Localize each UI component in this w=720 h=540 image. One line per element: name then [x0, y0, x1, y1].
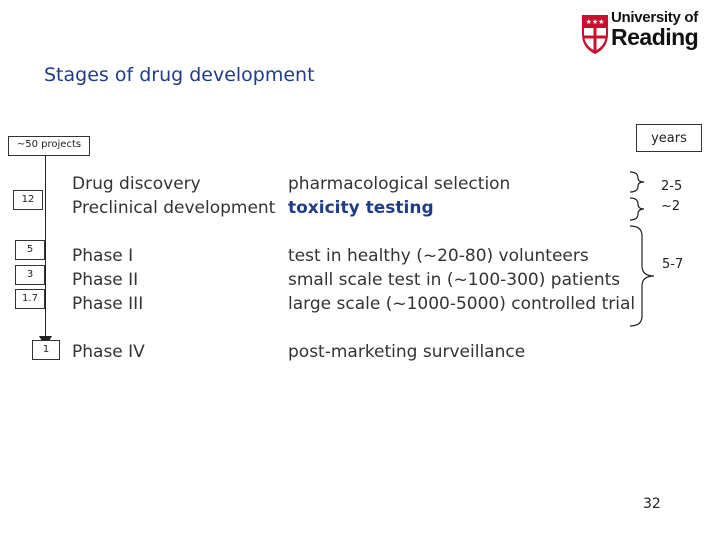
description-group-post-marketing: [288, 340, 525, 364]
stage-description-highlight: toxicity testing: [288, 198, 434, 218]
duration-clinical: 5-7: [662, 257, 684, 272]
description-group-clinical: [288, 244, 635, 316]
logo-line2: Reading: [611, 24, 699, 50]
stage-name: Drug discovery: [72, 174, 201, 194]
attrition-axis-line: [45, 156, 46, 341]
stage-description: large scale (~1000-5000) controlled trial: [288, 294, 636, 314]
page-number: 32: [643, 496, 661, 512]
logo-line1: University of: [611, 9, 698, 26]
count-badge-phase3: 1.7: [15, 289, 45, 309]
projects-label: ~50 projects: [8, 136, 90, 156]
count-badge-phase4: 1: [32, 340, 60, 360]
stage-description: small scale test in (~100-300) patients: [288, 270, 621, 290]
stage-name: Phase III: [72, 294, 144, 314]
stage-group-clinical: [72, 244, 143, 316]
stage-name: Phase I: [72, 246, 134, 266]
page-title: Stages of drug development: [44, 64, 315, 86]
description-group-preclinical: [288, 172, 510, 220]
stage-group-preclinical: [72, 172, 275, 220]
university-logo: [611, 10, 698, 49]
brace-discovery-icon: [628, 170, 652, 194]
duration-discovery: 2-5: [661, 179, 683, 194]
stage-description: post-marketing surveillance: [288, 342, 526, 362]
stage-name: Phase IV: [72, 342, 145, 362]
stage-group-post-marketing: [72, 340, 145, 364]
stage-description: test in healthy (~20-80) volunteers: [288, 246, 589, 266]
count-badge-discovery: 12: [13, 190, 43, 210]
stage-name: Phase II: [72, 270, 139, 290]
svg-text:★★★: ★★★: [585, 18, 605, 26]
count-badge-phase2: 3: [15, 265, 45, 285]
brace-preclinical-icon: [628, 196, 652, 222]
stage-description: pharmacological selection: [288, 174, 511, 194]
years-label: years: [636, 124, 702, 152]
brace-clinical-icon: [628, 224, 658, 328]
stage-name: Preclinical development: [72, 198, 276, 218]
count-badge-phase1: 5: [15, 240, 45, 260]
duration-preclinical: ~2: [661, 199, 681, 214]
